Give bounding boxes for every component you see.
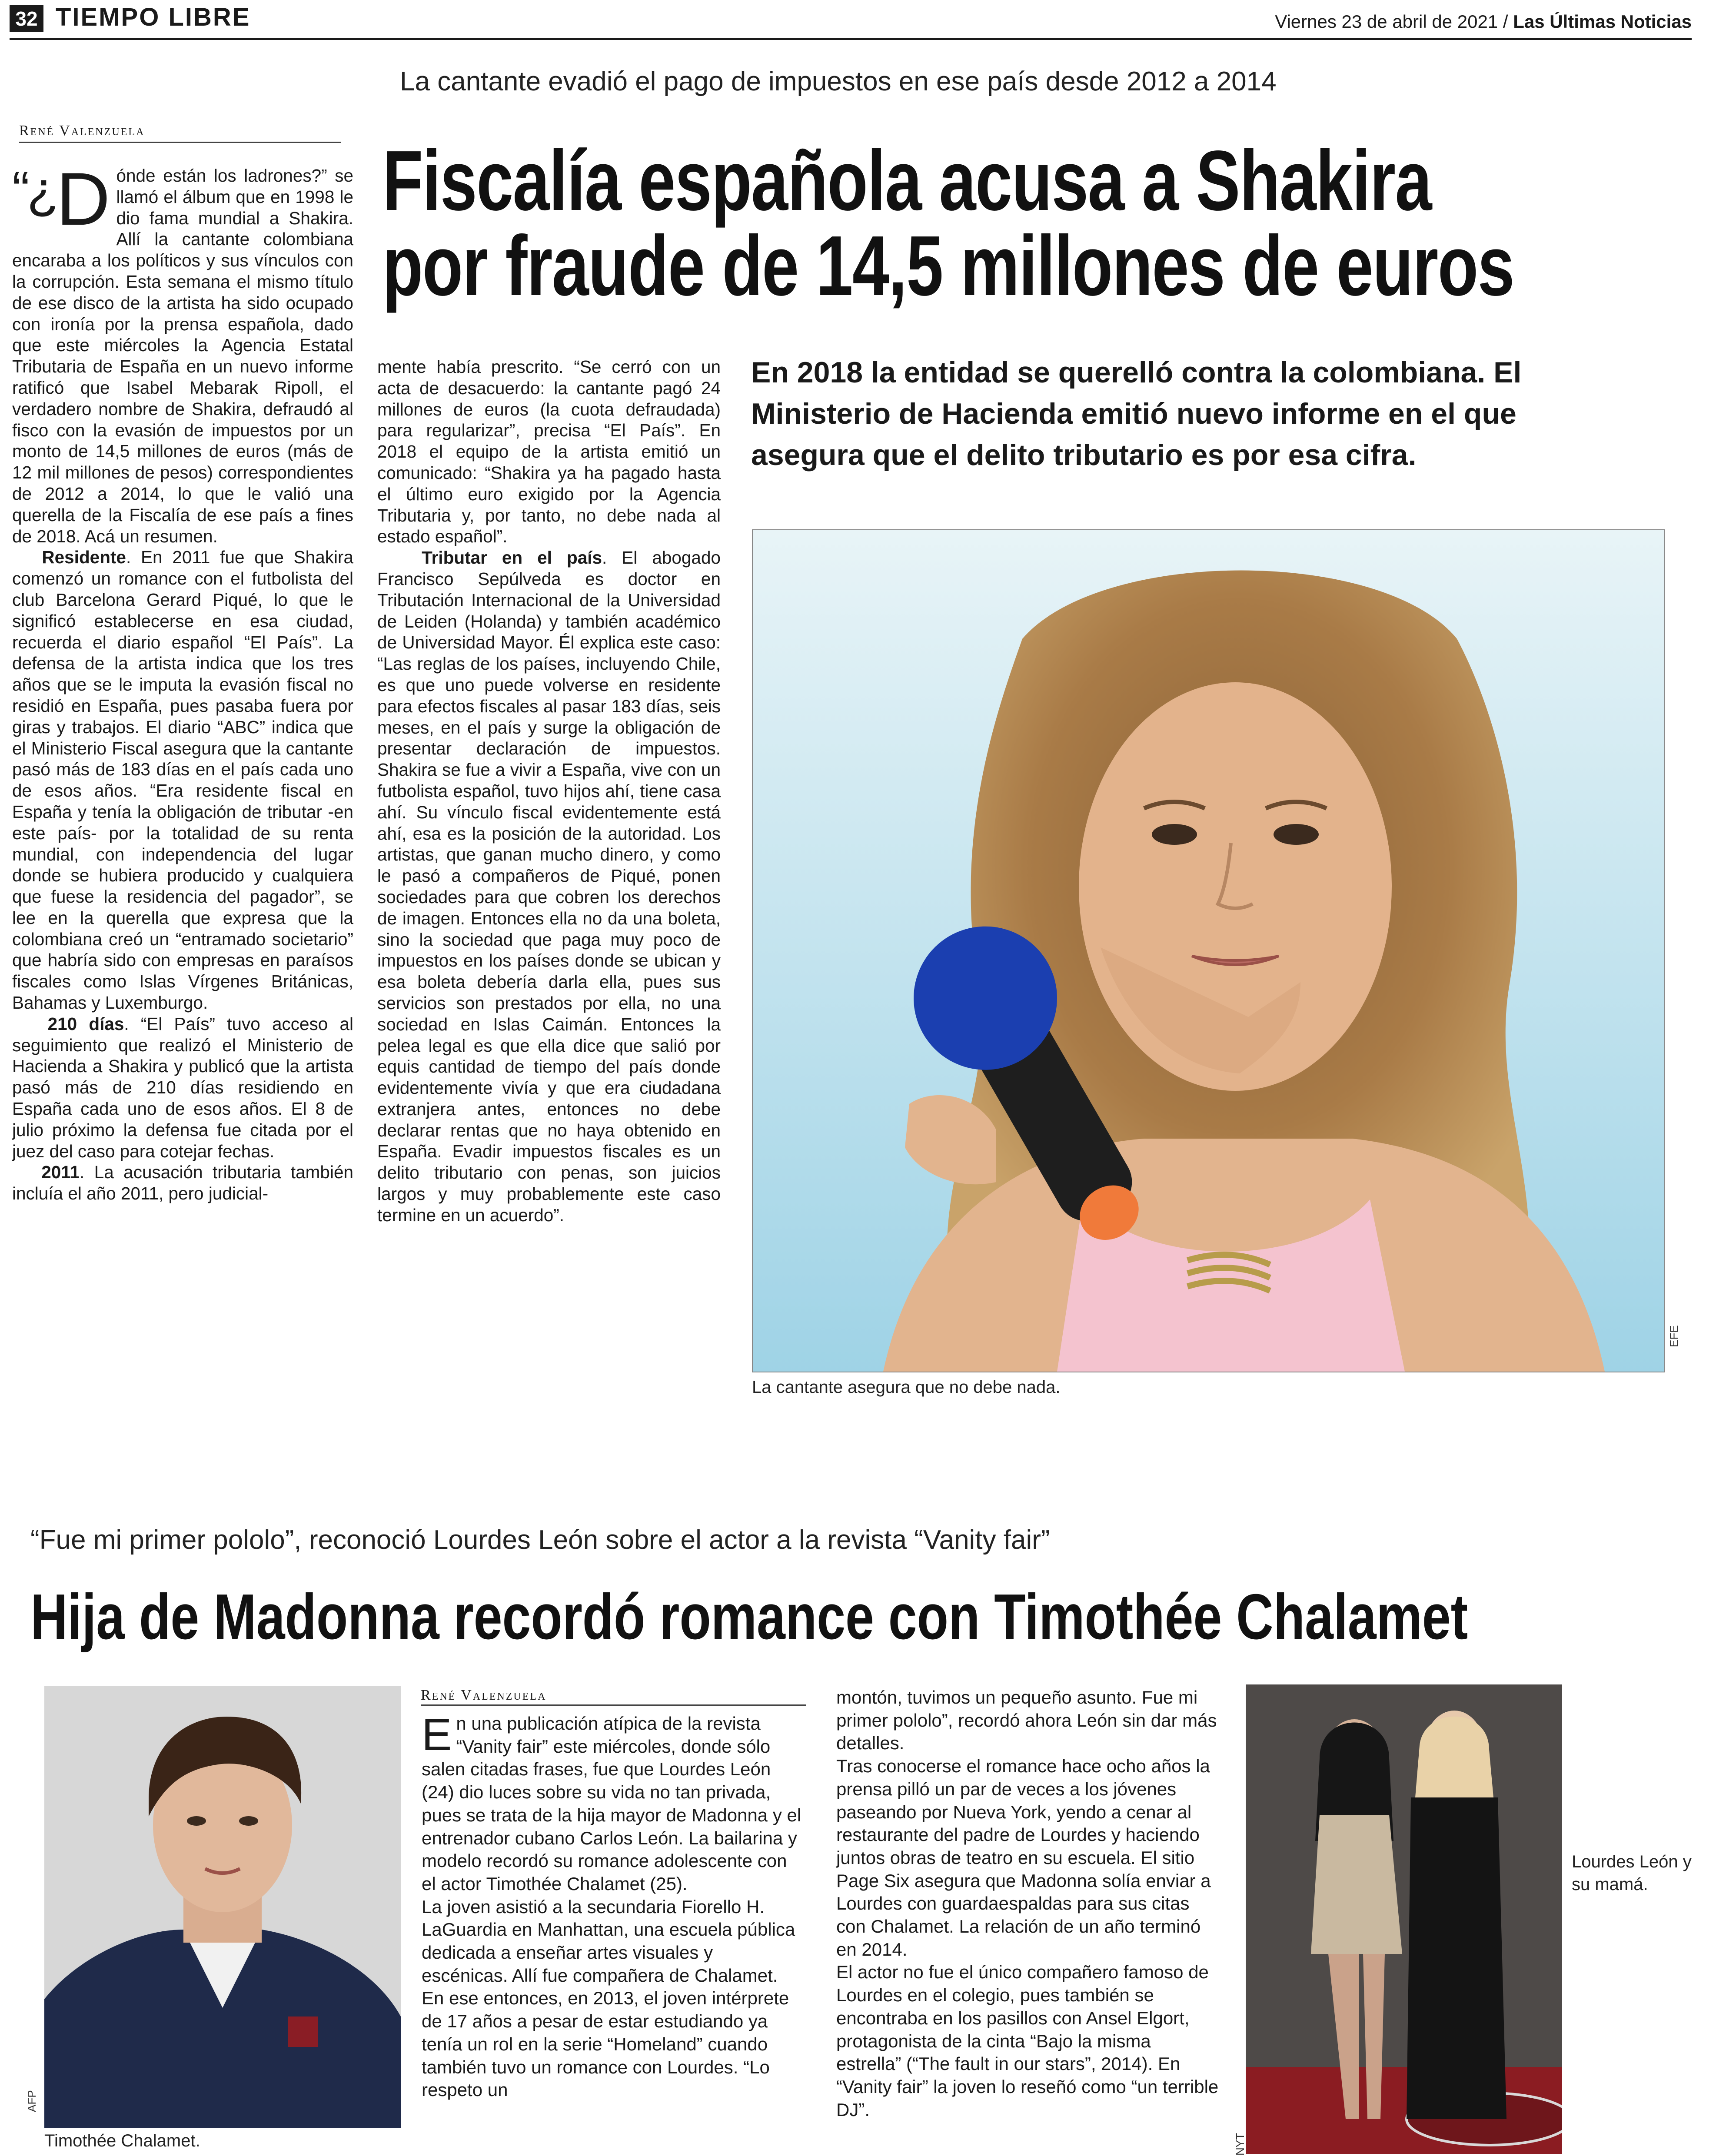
article1-kicker: La cantante evadió el pago de impuestos en ese país desde 2012 a 2014	[400, 66, 1277, 96]
article1-paragraph	[12, 1013, 353, 1162]
publication-name: Las Últimas Noticias	[1513, 11, 1692, 32]
article1-p2: . En 2011 fue que Shakira comenzó un romance con el futbolista del club Barcelona Gerard Piqué, lo que le significó establecerse en esa ciudad, recuerda el diario español “El País”. La defensa de la artista indica que los tres años que se le imputa la evasión fiscal no residió en España, pues pasaba fuera por giras y trabajos. El diario “ABC” indica que el Ministerio Fiscal asegura que la cantante pasó más de 183 días en el país cada uno de esos años. “Era residente fiscal en España y tenía la obligación de tributar -en este país- por la totalidad de su renta mundial, con independencia del lugar donde se hubiera producido y cualquiera que fuese la residencia del pagador”, se lee en la querella que expresa que la colombiana creó un “entramado societario” que habría sido con empresas en paraísos fiscales como Islas Vírgenes Británicas, Bahamas y Luxemburgo.	[12, 547, 353, 1013]
article2-intro-paragraph	[422, 1712, 804, 1896]
article1-p4: . La acusación tributaria también incluía el año 2011, pero judicial-	[12, 1162, 353, 1204]
article1-col2-p2: . El abogado Francisco Sepúlveda es doctor en Tributación Internacional de la Universidad de Leiden (Holanda) y también académico de Universidad Mayor. Él explica este caso: “Las reglas de los países, incluyendo Chile, es que uno puede volverse en residente para efectos fiscales al pasar 183 días, seis meses, en el país y surge la obligación de presentar declaración de impuestos. Shakira se fue a vivir a España, vive con un futbolista español, tuvo hijos ahí, tiene casa ahí. Su vínculo fiscal evidentemente está ahí, esa es la posición de la autoridad. Los artistas, que ganan mucho dinero, y como le pasó a compañeros de Piqué, ponen sociedades para que cobren los derechos de imagen. Entonces ella no da una boleta, sino la sociedad que paga muy poco de impuestos en los países donde se ubican y esa boleta debería darla ella, pues sus servicios son prestados por ella, no una sociedad en Islas Caimán. Entonces la pelea legal es que ella dice que salió por equis cantidad de tiempo del país donde evidentemente vivía y que era ciudadana extranjera antes, entonces no debe declarar rentas que no haya obtenido en España. Evadir impuestos fiscales es un delito tributario con penas, son juicios largos y muy probablemente este caso termine en un acuerdo”.	[377, 548, 721, 1225]
article2-column2	[836, 1686, 1219, 2121]
chalamet-photo-illustration	[44, 1686, 401, 2128]
article1-headline-line2: por fraude de 14,5 millones de euros	[382, 218, 1514, 313]
page-number: 32	[10, 5, 43, 32]
article1-byline-rule	[19, 142, 341, 143]
lourdes-madonna-photo-illustration	[1246, 1684, 1562, 2154]
article1-paragraph: mente había prescrito. “Se cerró con un acta de desacuerdo: la cantante pagó 24 millones de euros (la cuota defraudada) para regularizar”, precisa “El País”. En 2018 el equipo de la artista emitió un comunicado: “Shakira ya ha pagado hasta el último euro exigido por la Agencia Tributaria y, por tanto, no debe nada al estado español”.	[377, 357, 721, 547]
article1-paragraph	[12, 547, 353, 1013]
article1-subhead: En 2018 la entidad se querelló contra la colombiana. El Ministerio de Hacienda emitió nuevo informe en el que asegura que el delito tributario es por esa cifra.	[751, 356, 1522, 472]
article1-p2-lead: Residente	[42, 547, 126, 568]
shakira-photo-illustration	[753, 530, 1664, 1372]
article1-paragraph	[377, 547, 721, 1226]
header-rule	[10, 38, 1692, 40]
article1-headline	[382, 133, 1514, 313]
article1-p3-lead: 210 días	[47, 1013, 124, 1034]
article1-dropcap-letter: D	[56, 157, 110, 241]
article2-paragraph: Tras conocerse el romance hace ocho años la prensa pilló un par de veces a los jóvenes paseando por Nueva York, yendo a cenar al restaurante del padre de Lourdes y haciendo juntos obras de teatro en su escuela. El sitio Page Six asegura que Madonna solía enviar a Lourdes con guardaespaldas para sus citas con Chalamet. La relación de un año terminó en 2014.	[836, 1756, 1211, 1960]
dateline-separator: /	[1503, 11, 1508, 32]
article1-dropcap-quote: “¿	[12, 161, 57, 219]
article2-paragraph: El actor no fue el único compañero famoso de Lourdes en el colegio, pues también se encontraba en los pasillos con Ansel Elgort, protagonista de la cinta “Bajo la misma estrella” (“The fault in our stars”, 2014). En “Vanity fair” la joven lo reseñó como “un terrible DJ”.	[836, 1962, 1219, 2120]
article1-p1: ónde están los ladrones?” se llamó el álbum que en 1998 le dio fama mundial a Shakira. Allí la cantante colombiana encaraba a los políticos y sus vínculos con la corrupción. Esta semana el mismo título de ese disco de la artista ha sido ocupado con ironía por la prensa española, dado que este miércoles la Agencia Estatal Tributaria de España en un nuevo informe ratificó que Isabel Mebarak Ripoll, el verdadero nombre de Shakira, defraudó al fisco con la evasión de impuestos por un monto de 14,5 millones de euros (más de 12 mil millones de pesos) correspondientes de 2012 a 2014, lo que le valió una querella de la Fiscalía de ese país a fines de 2018. Acá un resumen.	[12, 166, 353, 546]
article1-byline: René Valenzuela	[19, 123, 145, 139]
article1-p4-lead: 2011	[41, 1162, 80, 1183]
article1-col2-lead: Tributar en el país	[422, 548, 602, 568]
article2-column1	[422, 1712, 804, 2102]
article1-intro-paragraph	[12, 157, 353, 547]
article2-photo1-credit: AFP	[25, 2090, 38, 2112]
issue-date: Viernes 23 de abril de 2021	[1275, 11, 1498, 32]
article2-kicker: “Fue mi primer pololo”, reconoció Lourdes León sobre el actor a la revista “Vanity fair”	[30, 1525, 1050, 1555]
section-title: TIEMPO LIBRE	[56, 3, 251, 31]
dateline	[1275, 11, 1692, 32]
article1-photo-caption: La cantante asegura que no debe nada.	[752, 1378, 1061, 1397]
shakira-photo	[752, 529, 1665, 1372]
article1-column2	[377, 356, 721, 1226]
article1-photo-credit: EFE	[1667, 1325, 1680, 1347]
article2-photo1-caption: Timothée Chalamet.	[44, 2131, 200, 2150]
article2-paragraph: montón, tuvimos un pequeño asunto. Fue mi primer pololo”, recordó ahora León sin dar más detalles.	[836, 1687, 1217, 1754]
article1-p3: . “El País” tuvo acceso al seguimiento que realizó el Ministerio de Hacienda a Shakira y publicó que la artista pasó más de 210 días residiendo en España cada uno de esos años. El 8 de julio próximo la defensa fue citada por el juez del caso para cotejar fechas.	[12, 1013, 354, 1161]
article2-paragraph: La joven asistió a la secundaria Fiorello H. LaGuardia en Manhattan, una escuela pública dedicada a enseñar artes visuales y escénicas. Allí fue compañera de Chalamet. En ese entonces, en 2013, el joven intérprete de 17 años a pesar de estar estudiando ya tenía un rol en la serie “Homeland” cuando también tuvo un romance con Lourdes. “Lo respeto un	[422, 1896, 795, 2100]
article2-p1: n una publicación atípica de la revista “Vanity fair” este miércoles, donde sólo salen citadas frases, fue que Lourdes León (24) dio luces sobre su vida no tan privada, pues se trata de la hija mayor de Madonna y el entrenador cubano Carlos León. La bailarina y modelo recordó su romance adolescente con el actor Timothée Chalamet (25).	[422, 1713, 801, 1894]
article2-photo2-caption: Lourdes León y su mamá.	[1572, 1852, 1692, 1894]
article2-dropcap: E	[422, 1710, 452, 1760]
article2-headline: Hija de Madonna recordó romance con Timothée Chalamet	[30, 1581, 1468, 1653]
article2-byline: René Valenzuela	[421, 1687, 547, 1703]
chalamet-photo	[44, 1686, 401, 2128]
article1-paragraph	[12, 1162, 353, 1204]
article2-photo2-credit: NYT	[1234, 2133, 1247, 2156]
article2-byline-rule	[421, 1704, 806, 1706]
article1-dropcap	[12, 157, 110, 241]
lourdes-madonna-photo	[1246, 1684, 1562, 2154]
article1-headline-line1: Fiscalía española acusa a Shakira	[382, 133, 1431, 228]
article1-column1	[12, 157, 354, 1204]
